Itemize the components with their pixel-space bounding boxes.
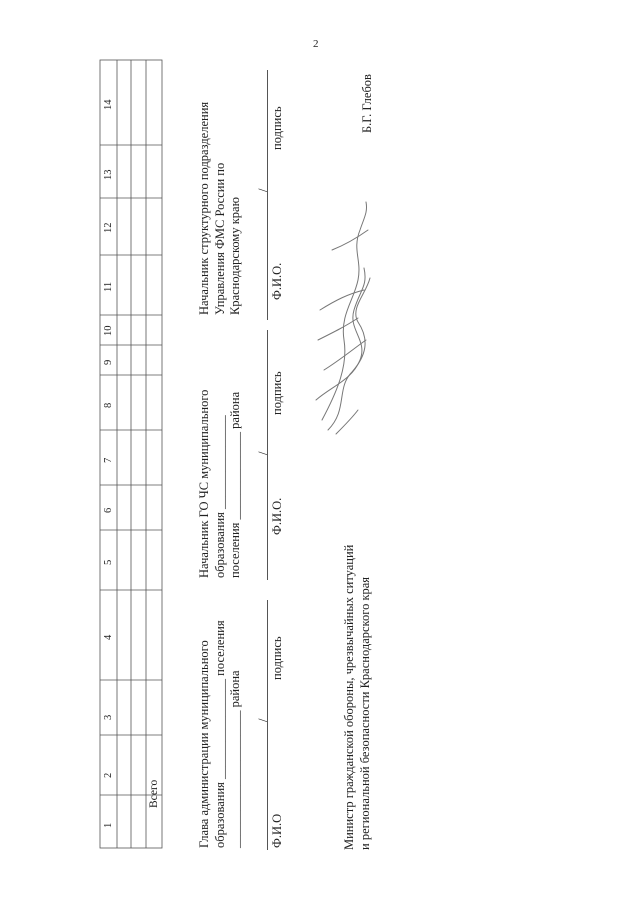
gochs-head-line3: поселения ______________ района <box>228 391 242 578</box>
column-header-1: 1 <box>103 822 114 828</box>
gochs-head-line1: Начальник ГО ЧС муниципального <box>197 389 211 578</box>
admin-sign-label: подпись <box>270 636 284 680</box>
admin-head-line2: образования ________________ поселения <box>213 620 227 848</box>
gochs-head-line2: образования _______________ <box>213 415 227 578</box>
fms-head-line3: Краснодарскому краю <box>228 197 242 315</box>
column-header-2: 2 <box>103 772 114 778</box>
gochs-signature-line <box>267 330 268 580</box>
gochs-fio-label: Ф.И.О. <box>270 497 284 535</box>
handwritten-signature <box>308 190 378 440</box>
minister-title-line2: и региональной безопасности Краснодарского края <box>358 576 372 850</box>
minister-title-line1: Министр гражданской обороны, чрезвычайных ситуаций <box>342 544 356 850</box>
fms-sign-label: подпись <box>270 106 284 150</box>
column-header-10: 10 <box>103 325 114 336</box>
fms-signature-line <box>267 70 268 320</box>
column-header-6: 6 <box>103 507 114 513</box>
page-number: 2 <box>313 38 319 50</box>
admin-fio-label: Ф.И.О <box>270 813 284 848</box>
column-header-3: 3 <box>103 714 114 720</box>
fms-head-line2: Управления ФМС России по <box>213 162 227 315</box>
fms-fio-label: Ф.И.О. <box>270 262 284 300</box>
minister-name: Б.Г. Глебов <box>360 74 374 133</box>
gochs-separator: / <box>256 451 270 455</box>
gochs-sign-label: подпись <box>270 371 284 415</box>
column-header-14: 14 <box>103 99 114 110</box>
column-header-12: 12 <box>103 222 114 233</box>
column-header-11: 11 <box>103 281 114 292</box>
column-header-7: 7 <box>103 457 114 463</box>
fms-head-line1: Начальник структурного подразделения <box>197 101 211 315</box>
column-header-5: 5 <box>103 559 114 565</box>
column-header-13: 13 <box>103 169 114 180</box>
admin-head-line1: Глава администрации муниципального <box>197 640 211 848</box>
admin-head-line3: ______________________ района <box>228 670 242 848</box>
admin-separator: / <box>256 718 270 722</box>
total-label: Всего <box>148 779 160 808</box>
column-header-9: 9 <box>103 359 114 365</box>
column-header-8: 8 <box>103 402 114 408</box>
fms-separator: / <box>256 188 270 192</box>
admin-signature-line <box>267 600 268 850</box>
column-header-4: 4 <box>103 634 114 640</box>
